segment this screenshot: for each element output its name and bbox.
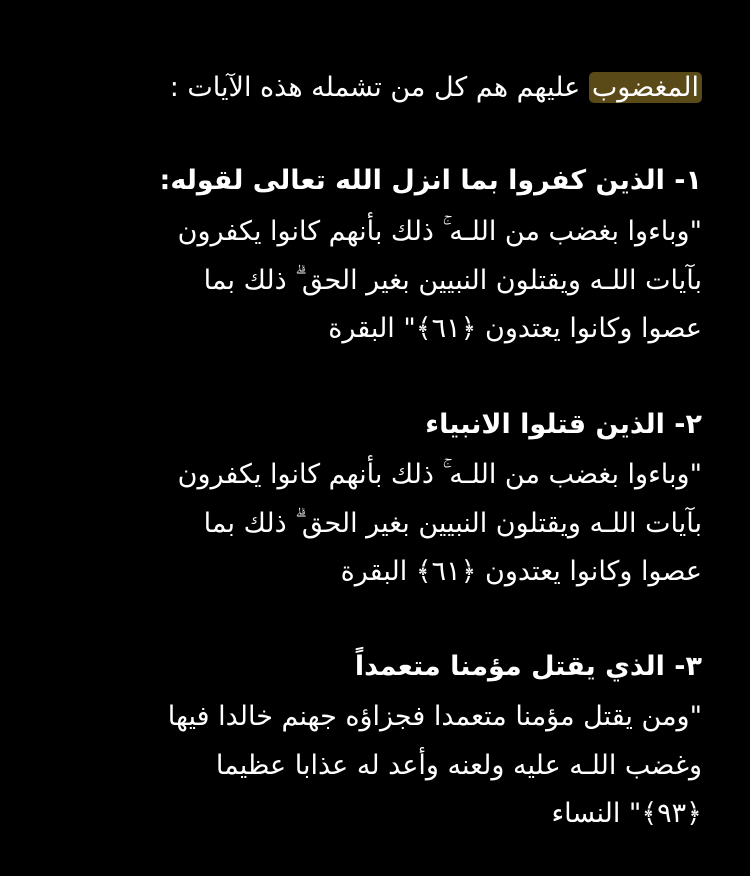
section-1-verse-line-3: عصوا وكانوا يعتدون ﴿٦١﴾" البقرة [328, 313, 702, 344]
intro-text: عليهم هم كل من تشمله هذه الآيات : [169, 72, 589, 103]
intro-line [40, 64, 702, 112]
section-2-verse-line-3: عصوا وكانوا يعتدون ﴿٦١﴾ البقرة [340, 556, 702, 587]
section-3-verse-line-1: "ومن يقتل مؤمنا متعمدا فجزاؤه جهنم خالدا فيها [167, 701, 702, 732]
section-3-verse-line-2: وغضب اللـه عليه ولعنه وأعد له عذابا عظيما [215, 750, 702, 781]
section-2-heading: ٢- الذين قتلوا الانبياء [425, 409, 702, 440]
section-1-verse-line-2: بآيات اللـه ويقتلون النبيين بغير الحق ۗ ذلك بما [203, 265, 702, 296]
section-1-heading: ١- الذين كفروا بما انزل الله تعالى لقوله: [159, 165, 702, 196]
section-1-verse-line-1: "وباءوا بغضب من اللـه ۚ ذلك بأنهم كانوا يكفرون [177, 216, 702, 247]
section-3-verse-line-3: ﴿٩٣﴾" النساء [551, 798, 702, 829]
selected-text-highlight[interactable]: المغضوب [589, 72, 702, 103]
section-2-verse-line-1: "وباءوا بغضب من اللـه ۚ ذلك بأنهم كانوا يكفرون [177, 459, 702, 490]
section-2-verse-line-2: بآيات اللـه ويقتلون النبيين بغير الحق ۗ ذلك بما [203, 508, 702, 539]
section-3-heading: ٣- الذي يقتل مؤمنا متعمداً [354, 651, 702, 682]
